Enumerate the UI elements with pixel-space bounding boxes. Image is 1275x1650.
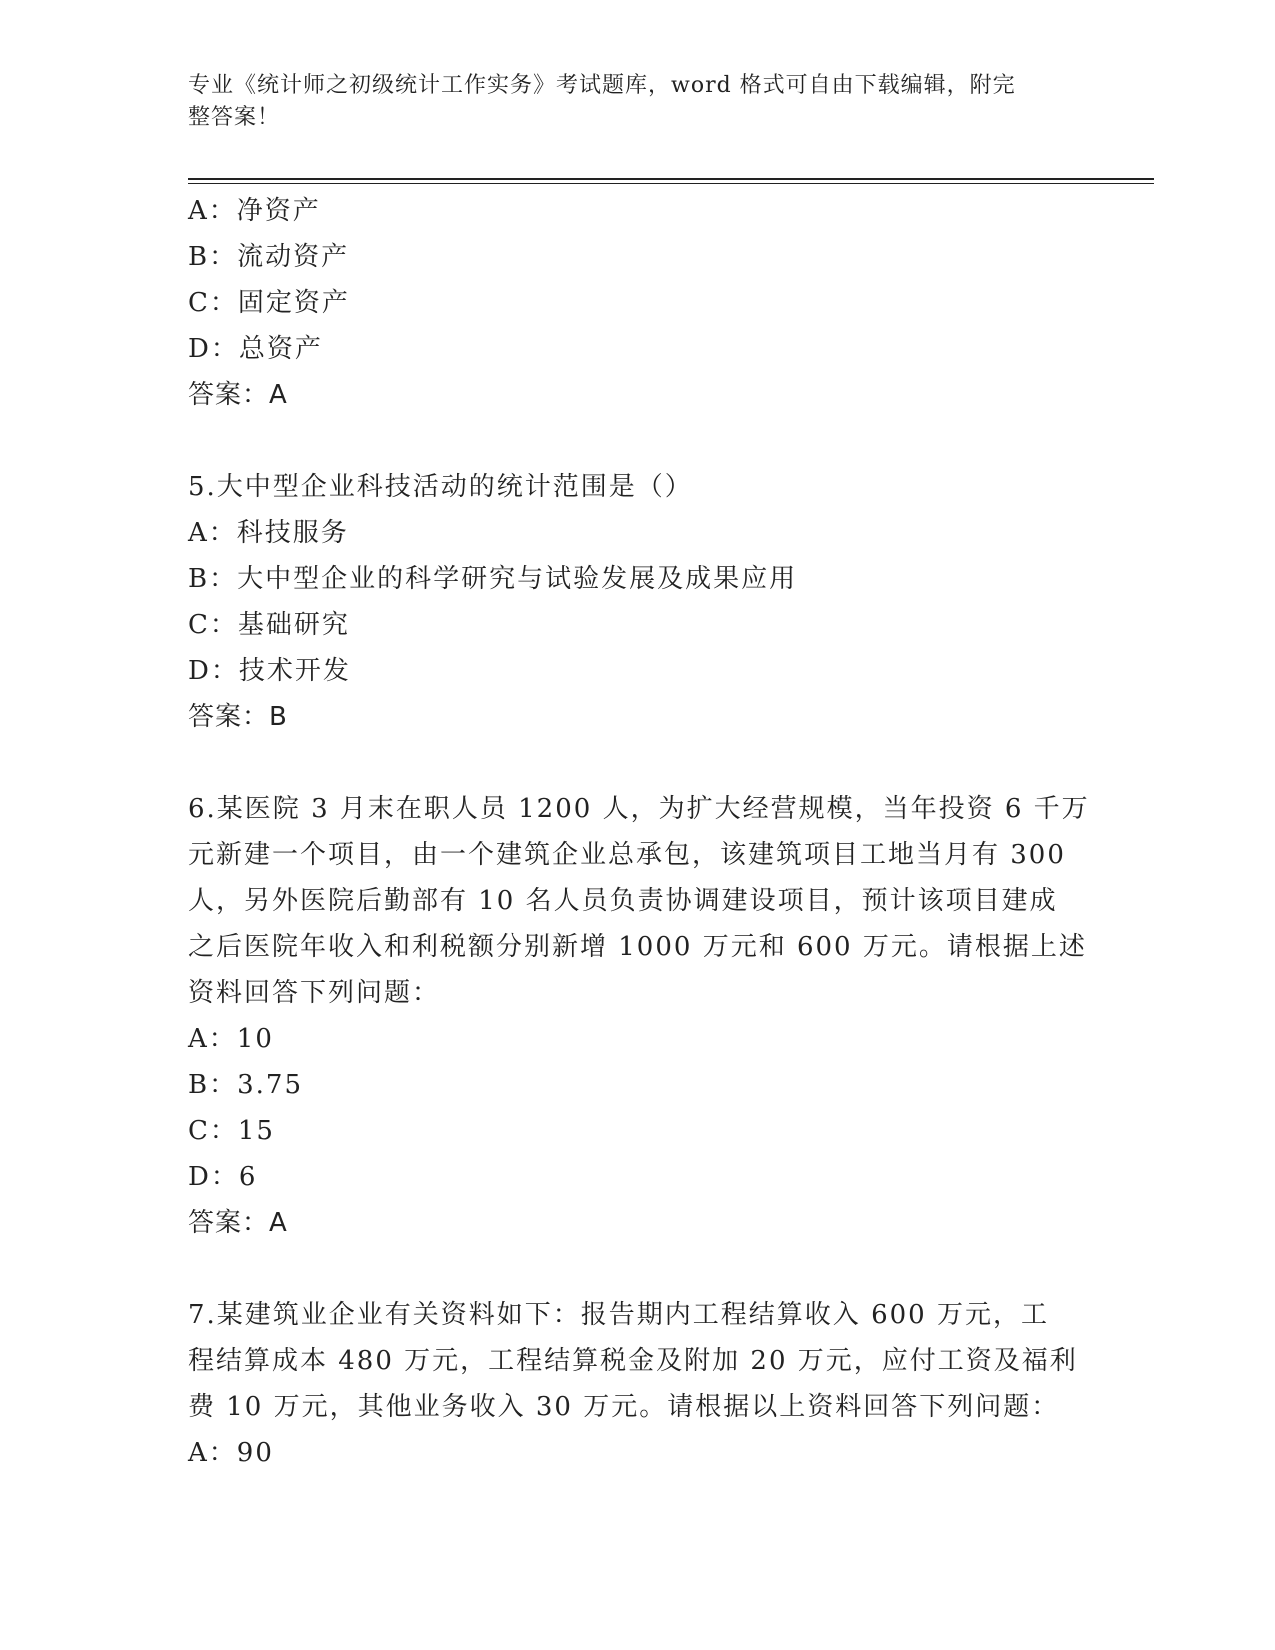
- spacer: [188, 740, 1088, 786]
- document-body: [188, 188, 1088, 1476]
- question-text-line-2: 程结算成本 480 万元，工程结算税金及附加 20 万元，应付工资及福利: [188, 1346, 1078, 1376]
- option-c: C：基础研究: [188, 610, 350, 640]
- spacer: [188, 1246, 1088, 1292]
- option-b: B：流动资产: [188, 242, 350, 272]
- option-c: C：固定资产: [188, 288, 350, 318]
- question-text-line-1: 6.某医院 3 月末在职人员 1200 人，为扩大经营规模，当年投资 6 千万: [188, 794, 1090, 824]
- option-c: C：15: [188, 1116, 275, 1146]
- option-b: B：3.75: [188, 1070, 303, 1100]
- question-text-line-3: 人，另外医院后勤部有 10 名人员负责协调建设项目，预计该项目建成: [188, 886, 1058, 916]
- option-d: D：技术开发: [188, 656, 351, 686]
- option-d: D：6: [188, 1162, 258, 1192]
- header-divider-thick: [188, 178, 1154, 180]
- option-b: B：大中型企业的科学研究与试验发展及成果应用: [188, 564, 798, 594]
- answer: 答案：A: [188, 380, 288, 410]
- page-header: [188, 70, 1068, 134]
- question-7: [188, 1292, 1088, 1476]
- header-line-1: 专业《统计师之初级统计工作实务》考试题库，word 格式可自由下载编辑，附完: [188, 73, 1016, 98]
- answer: 答案：B: [188, 702, 288, 732]
- option-a: A：净资产: [188, 196, 321, 226]
- option-a: A：10: [188, 1024, 274, 1054]
- question-4: [188, 188, 1088, 418]
- question-text-line-5: 资料回答下列问题：: [188, 978, 441, 1008]
- question-text-line-4: 之后医院年收入和利税额分别新增 1000 万元和 600 万元。请根据上述: [188, 932, 1087, 962]
- question-text-line-3: 费 10 万元，其他业务收入 30 万元。请根据以上资料回答下列问题：: [188, 1392, 1060, 1422]
- spacer: [188, 418, 1088, 464]
- header-line-2: 整答案！: [188, 105, 281, 130]
- answer: 答案：A: [188, 1208, 288, 1238]
- option-a: A：90: [188, 1438, 274, 1468]
- question-text-line-1: 7.某建筑业企业有关资料如下：报告期内工程结算收入 600 万元，工: [188, 1300, 1049, 1330]
- question-6: [188, 786, 1088, 1246]
- option-d: D：总资产: [188, 334, 323, 364]
- question-text: 5.大中型企业科技活动的统计范围是（）: [188, 472, 693, 502]
- question-text-line-2: 元新建一个项目，由一个建筑企业总承包，该建筑项目工地当月有 300: [188, 840, 1066, 870]
- option-a: A：科技服务: [188, 518, 349, 548]
- question-5: [188, 464, 1088, 740]
- header-divider-thin: [188, 183, 1154, 184]
